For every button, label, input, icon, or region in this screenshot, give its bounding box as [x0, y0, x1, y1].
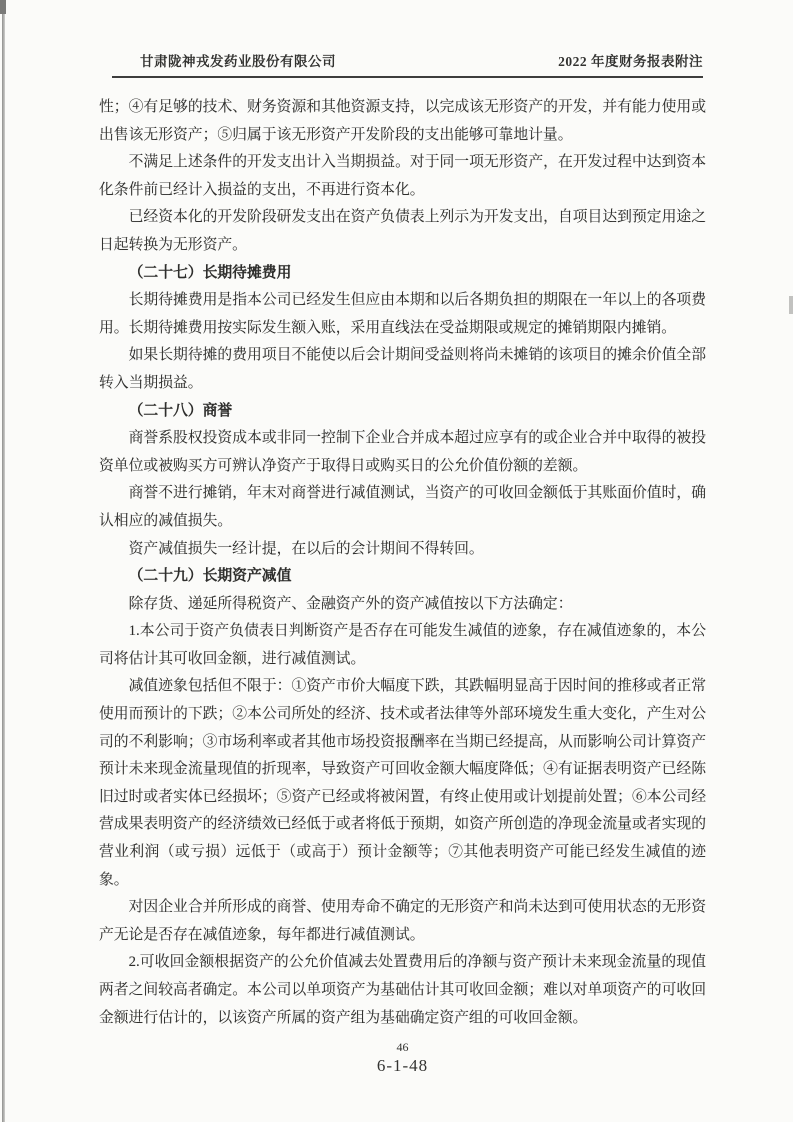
doc-page-code: 6-1-48 — [376, 1056, 429, 1075]
section-heading-28: （二十八）商誉 — [128, 402, 233, 419]
scan-edge-line — [2, 0, 5, 1122]
paragraph: 商誉不进行摊销，年末对商誉进行减值测试，当资产的可收回金额低于其账面价值时，确认相应的减值损失。 — [99, 485, 706, 529]
section-heading-29: （二十九）长期资产减值 — [128, 568, 292, 585]
paragraph: 1.本公司于资产负债表日判断资产是否存在可能发生减值的迹象，存在减值迹象的，本公司将估计其可收回金额，进行减值测试。 — [99, 623, 706, 667]
scan-artifact-top-left — [0, 0, 6, 14]
paragraph: 商誉系股权投资成本或非同一控制下企业合并成本超过应享有的或企业合并中取得的被投资单位或被购买方可辨认净资产于取得日或购买日的公允价值份额的差额。 — [99, 430, 706, 474]
paragraph: 减值迹象包括但不限于：①资产市价大幅度下跌，其跌幅明显高于因时间的推移或者正常使用而预计的下跌；②本公司所处的经济、技术或者法律等外部环境发生重大变化，产生对公司的不利影响；③市场利率或者其他市场投资报酬率在当期已经提高，从而影响公司计算资产预计未来现金流量现值的折现率，导致资产可回收金额大幅度降低；④有证据表明资产已经陈旧过时或者实体已经损坏；⑤资产已经或将被闲置，有终止使用或计划提前处置；⑥本公司经营成果表明资产的经济绩效已经低于或者将低于预期，如资产所创造的净现金流量或者实现的营业利润（或亏损）远低于（或高于）预计金额等；⑦其他表明资产可能已经发生减值的迹象。 — [99, 678, 706, 888]
paragraph-continuation: 性；④有足够的技术、财务资源和其他资源支持，以完成该无形资产的开发，并有能力使用或出售该无形资产；⑤归属于该无形资产开发阶段的支出能够可靠地计量。 — [99, 99, 706, 143]
paragraph: 长期待摊费用是指本公司已经发生但应由本期和以后各期负担的期限在一年以上的各项费用。长期待摊费用按实际发生额入账，采用直线法在受益期限或规定的摊销期限内摊销。 — [99, 292, 706, 336]
section-heading-27: （二十七）长期待摊费用 — [128, 264, 292, 281]
paragraph: 如果长期待摊的费用项目不能使以后会计期间受益则将尚未摊销的该项目的摊余价值全部转入当期损益。 — [99, 347, 706, 391]
page-footer — [99, 1040, 706, 1078]
header-company-name: 甘肃陇神戎发药业股份有限公司 — [140, 54, 336, 69]
page-header — [112, 50, 703, 78]
paragraph: 已经资本化的开发阶段研发支出在资产负债表上列示为开发支出，自项目达到预定用途之日起转换为无形资产。 — [99, 209, 706, 253]
paragraph: 不满足上述条件的开发支出计入当期损益。对于同一项无形资产，在开发过程中达到资本化条件前已经计入损益的支出，不再进行资本化。 — [99, 154, 706, 198]
page-number: 46 — [396, 1040, 409, 1054]
paragraph: 2.可收回金额根据资产的公允价值减去处置费用后的净额与资产预计未来现金流量的现值两者之间较高者确定。本公司以单项资产为基础估计其可收回金额；难以对单项资产的可收回金额进行估计的，以该资产所属的资产组为基础确定资产组的可收回金额。 — [99, 954, 706, 1026]
paragraph: 除存货、递延所得税资产、金融资产外的资产减值按以下方法确定： — [128, 595, 573, 612]
document-body — [99, 94, 706, 1032]
header-doc-title: 2022 年度财务报表附注 — [558, 54, 703, 69]
scan-artifact-right — [789, 296, 793, 314]
paragraph: 资产减值损失一经计提，在以后的会计期间不得转回。 — [128, 540, 484, 557]
paragraph: 对因企业合并所形成的商誉、使用寿命不确定的无形资产和尚未达到可使用状态的无形资产无论是否存在减值迹象，每年都进行减值测试。 — [99, 899, 706, 943]
